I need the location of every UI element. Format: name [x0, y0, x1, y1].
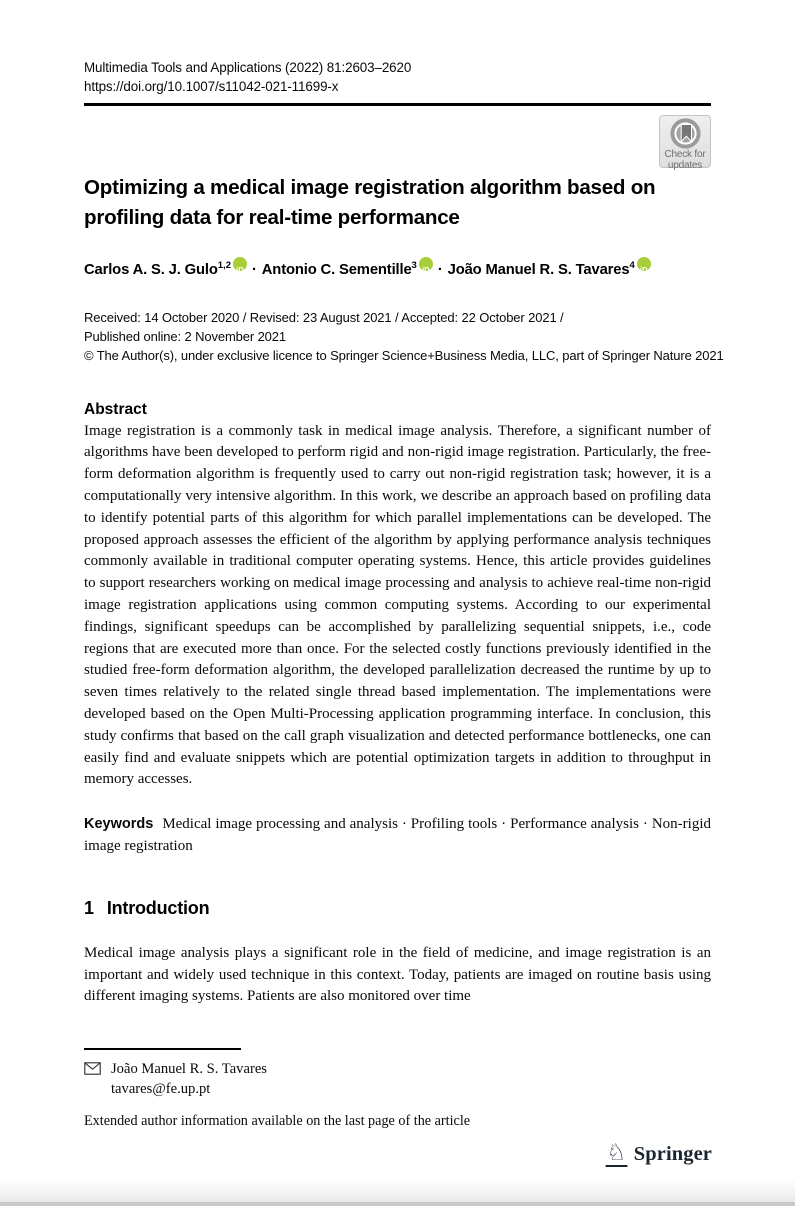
check-updates-icon — [670, 118, 701, 149]
keywords-label: Keywords — [84, 816, 154, 833]
section-heading-introduction — [84, 896, 711, 920]
extended-author-info: Extended author information available on the last page of the article — [84, 1112, 471, 1129]
received-revised-accepted: Received: 14 October 2020 / Revised: 23 August 2021 / Accepted: 22 October 2021 / — [84, 309, 564, 325]
journal-header — [84, 0, 711, 106]
orcid-icon-label: iD — [236, 264, 244, 274]
doi-link[interactable]: https://doi.org/10.1007/s11042-021-11699-x — [84, 79, 339, 94]
author — [84, 259, 247, 278]
check-badge-label-1: Check for — [664, 149, 706, 160]
introduction-paragraph: Medical image analysis plays a significant role in the field of medicine, and image registration is an important and widely used technique in this context. Today, patients are imaged on routine basis using different imaging systems. Patients are also monitored over time — [84, 944, 711, 1005]
check-badge-label-2: updates — [667, 160, 703, 171]
springer-horse-icon: ♘ — [606, 1140, 627, 1166]
article-title: Optimizing a medical image registration algorithm based on profiling data for real-time performance — [84, 175, 656, 229]
author-separator: · — [251, 261, 257, 278]
author-affiliation-sup: 4 — [629, 259, 635, 271]
keywords-block — [84, 814, 711, 858]
section-title: Introduction — [106, 897, 210, 918]
author-affiliation-sup: 1,2 — [217, 259, 231, 271]
author-name: João Manuel R. S. Tavares — [447, 261, 630, 278]
abstract-heading: Abstract — [84, 400, 147, 418]
copyright-line: © The Author(s), under exclusive licence to Springer Science+Business Media, LLC, part of Springer Nature 2021 — [84, 347, 724, 363]
article-history — [84, 308, 724, 365]
page-bottom-edge — [0, 1202, 795, 1206]
orcid-icon[interactable] — [637, 257, 651, 274]
orcid-icon-label: iD — [639, 264, 648, 274]
check-for-updates-badge[interactable] — [659, 115, 711, 171]
header-rule — [84, 103, 711, 106]
author — [261, 259, 433, 278]
orcid-icon-label: iD — [422, 264, 430, 274]
springer-logo — [605, 1141, 712, 1167]
corresponding-author-email[interactable]: tavares@fe.up.pt — [111, 1080, 211, 1097]
author-name: Carlos A. S. J. Gulo — [84, 261, 218, 278]
journal-citation: Multimedia Tools and Applications (2022) 81:2603–2620 — [84, 60, 412, 75]
published-online: Published online: 2 November 2021 — [84, 328, 287, 344]
author-name: Antonio C. Sementille — [261, 261, 412, 278]
author-affiliation-sup: 3 — [411, 259, 417, 271]
keywords-text: Medical image processing and analysis · Profiling tools · Performance analysis · Non-rigid image registration — [84, 816, 711, 854]
footnote-rule — [84, 1048, 241, 1050]
email-envelope-icon — [84, 1062, 101, 1075]
abstract-text: Image registration is a commonly task in medical image analysis. Therefore, a significant number of algorithms have been developed to perform rigid and non-rigid image registration. Particularly, the free-form deformation algorithm is frequently used to carry out non-rigid registration task; however, it is a computationally very intensive algorithm. In this work, we describe an approach based on profiling data to identify potential parts of this algorithm for which parallel implementations can be developed. The proposed approach assesses the efficient of the algorithm by applying performance analysis techniques commonly available in traditional computer operating systems. Hence, this article provides guidelines to support researchers working on medical image processing and analysis to achieve real-time non-rigid image registration applications using common computing systems. According to our experimental findings, significant speedups can be accomplished by parallelizing sequential snippets, i.e., code regions that are executed more than once. For the selected costly functions previously identified in the studied free-form deformation algorithm, the developed parallelization decreased the runtime by up to seven times relatively to the related single thread based implementation. The implementations were developed based on the Open Multi-Processing application programming interface. In conclusion, this study confirms that based on the call graph visualization and detected performance bottlenecks, one can easily find and evaluate snippets which are potential optimization targets in addition to throughput in memory accesses. — [84, 422, 711, 788]
author-list — [84, 255, 711, 281]
orcid-icon[interactable] — [419, 257, 433, 274]
orcid-icon[interactable] — [233, 257, 247, 274]
springer-wordmark: Springer — [633, 1142, 712, 1165]
corresponding-author-name: João Manuel R. S. Tavares — [111, 1060, 267, 1077]
author-separator: · — [437, 261, 443, 278]
author — [447, 259, 651, 278]
footnote-area — [84, 1048, 711, 1131]
section-number: 1 — [84, 897, 94, 918]
